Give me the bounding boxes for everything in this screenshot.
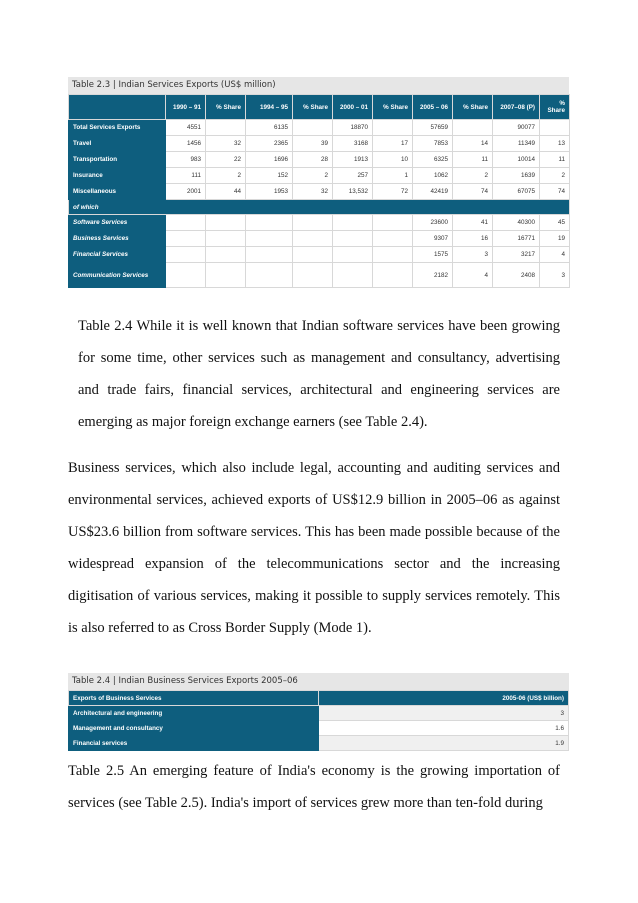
table-row <box>69 152 570 168</box>
table-2-4 <box>68 673 569 751</box>
table-cell: 67075 <box>493 184 540 200</box>
table-2-4-title: Table 2.4 | Indian Business Services Exports 2005–06 <box>68 673 569 690</box>
table-cell: 72 <box>373 184 413 200</box>
paragraph-services-imports: Table 2.5 An emerging feature of India's economy is the growing importation of services (see Table 2.5). India's import of services grew more than ten-fold during <box>68 763 560 811</box>
table-cell: 28 <box>293 152 333 168</box>
column-header: 1994 – 95 <box>246 95 293 120</box>
table-cell <box>373 247 413 263</box>
table-cell: 1456 <box>166 136 206 152</box>
table-cell <box>333 263 373 288</box>
table-cell: 16 <box>453 231 493 247</box>
table-cell: 57659 <box>413 120 453 136</box>
table-cell: 1953 <box>246 184 293 200</box>
table-cell: 13,532 <box>333 184 373 200</box>
table-cell: 41 <box>453 215 493 231</box>
table-cell <box>166 215 206 231</box>
table-cell: 111 <box>166 168 206 184</box>
table-cell: 3 <box>453 247 493 263</box>
table-cell <box>373 120 413 136</box>
table-cell <box>293 247 333 263</box>
table-cell: 3217 <box>493 247 540 263</box>
table-cell: 3 <box>540 263 570 288</box>
table-row <box>69 706 569 721</box>
column-header: % Share <box>540 95 570 120</box>
table-cell <box>206 247 246 263</box>
table-cell <box>293 231 333 247</box>
table-cell: 4 <box>453 263 493 288</box>
table-cell: 17 <box>373 136 413 152</box>
table-cell: 32 <box>206 136 246 152</box>
table-cell <box>206 120 246 136</box>
subheader-label: of which <box>69 200 570 215</box>
table-cell: 13 <box>540 136 570 152</box>
table-cell <box>293 263 333 288</box>
table-cell: 1 <box>373 168 413 184</box>
table-cell <box>246 215 293 231</box>
table-cell <box>246 263 293 288</box>
column-header: % Share <box>453 95 493 120</box>
table-row <box>69 231 570 247</box>
table-cell: 2 <box>293 168 333 184</box>
table-cell: 2182 <box>413 263 453 288</box>
table-cell: 9307 <box>413 231 453 247</box>
table-cell: 2 <box>540 168 570 184</box>
table-cell <box>166 247 206 263</box>
row-label: Financial services <box>69 736 319 751</box>
row-label: Travel <box>69 136 166 152</box>
column-header: 1990 – 91 <box>166 95 206 120</box>
table-cell <box>206 231 246 247</box>
table-cell: 983 <box>166 152 206 168</box>
table-cell <box>333 215 373 231</box>
table-row <box>69 120 570 136</box>
table-cell: 4 <box>540 247 570 263</box>
table-cell: 11 <box>540 152 570 168</box>
column-header: 2000 – 01 <box>333 95 373 120</box>
table-corner <box>69 95 166 120</box>
table-cell <box>166 231 206 247</box>
table-cell <box>333 247 373 263</box>
table-cell: 1639 <box>493 168 540 184</box>
table-cell: 2365 <box>246 136 293 152</box>
table-cell: 1913 <box>333 152 373 168</box>
table-cell: 14 <box>453 136 493 152</box>
table-cell: 1.6 <box>319 721 569 736</box>
column-header: % Share <box>206 95 246 120</box>
table-cell: 11 <box>453 152 493 168</box>
row-label: Miscellaneous <box>69 184 166 200</box>
row-label: Total Services Exports <box>69 120 166 136</box>
table-cell: 10014 <box>493 152 540 168</box>
table-row <box>69 215 570 231</box>
table-cell <box>373 215 413 231</box>
table-cell: 1696 <box>246 152 293 168</box>
table-cell: 74 <box>453 184 493 200</box>
table-cell: 6135 <box>246 120 293 136</box>
column-header: % Share <box>373 95 413 120</box>
table-cell <box>206 215 246 231</box>
table-cell: 16771 <box>493 231 540 247</box>
table-2-3-title: Table 2.3 | Indian Services Exports (US$ million) <box>68 77 569 94</box>
table-cell <box>540 120 570 136</box>
table-2-3-grid <box>68 94 570 288</box>
column-header: 2005 – 06 <box>413 95 453 120</box>
table-cell <box>293 120 333 136</box>
table-cell: 2408 <box>493 263 540 288</box>
table-cell: 2001 <box>166 184 206 200</box>
table-cell: 11349 <box>493 136 540 152</box>
table-cell <box>453 120 493 136</box>
table-row <box>69 168 570 184</box>
table-cell: 7853 <box>413 136 453 152</box>
table-cell: 39 <box>293 136 333 152</box>
row-label: Architectural and engineering <box>69 706 319 721</box>
column-header: % Share <box>293 95 333 120</box>
table-cell: 42419 <box>413 184 453 200</box>
row-label: Financial Services <box>69 247 166 263</box>
table-2-3 <box>68 77 569 288</box>
subheader-row <box>69 200 570 215</box>
table-cell <box>373 231 413 247</box>
table-row <box>69 721 569 736</box>
row-label: Communication Services <box>69 263 166 288</box>
paragraph-business-services: Business services, which also include legal, accounting and auditing services and environmental services, achieved exports of US$12.9 billion in 2005–06 as against US$23.6 billion from software services. This has been made possible because of the widespread expansion of the telecommunications sector and the increasing digitisation of various services, making it possible to supply services remotely. This is also referred to as Cross Border Supply (Mode 1). <box>68 460 560 636</box>
table-cell: 2 <box>206 168 246 184</box>
table-row <box>69 247 570 263</box>
table-cell: 1575 <box>413 247 453 263</box>
row-label: Management and consultancy <box>69 721 319 736</box>
table-cell <box>293 215 333 231</box>
table-cell: 19 <box>540 231 570 247</box>
column-header: 2007–08 (P) <box>493 95 540 120</box>
table-cell <box>246 231 293 247</box>
table-cell: 90077 <box>493 120 540 136</box>
table-cell <box>333 231 373 247</box>
table-row <box>69 136 570 152</box>
table-cell: 44 <box>206 184 246 200</box>
table-cell: 22 <box>206 152 246 168</box>
paragraph-table-2-4-intro: Table 2.4 While it is well known that Indian software services have been growing for some time, other services such as management and consultancy, advertising and trade fairs, financial services, architectural and engineering services are emerging as major foreign exchange earners (see Table 2.4). <box>78 318 560 430</box>
column-header: Exports of Business Services <box>69 691 319 706</box>
table-cell: 3168 <box>333 136 373 152</box>
table-cell: 1.9 <box>319 736 569 751</box>
table-cell: 6325 <box>413 152 453 168</box>
table-cell <box>166 263 206 288</box>
row-label: Business Services <box>69 231 166 247</box>
table-row <box>69 736 569 751</box>
row-label: Insurance <box>69 168 166 184</box>
row-label: Software Services <box>69 215 166 231</box>
table-2-4-grid <box>68 690 569 751</box>
table-cell: 1062 <box>413 168 453 184</box>
table-cell: 10 <box>373 152 413 168</box>
table-cell: 2 <box>453 168 493 184</box>
table-cell: 32 <box>293 184 333 200</box>
table-cell: 257 <box>333 168 373 184</box>
table-cell <box>246 247 293 263</box>
table-cell: 152 <box>246 168 293 184</box>
table-cell: 3 <box>319 706 569 721</box>
table-cell: 18870 <box>333 120 373 136</box>
row-label: Transportation <box>69 152 166 168</box>
table-row <box>69 184 570 200</box>
table-cell: 40300 <box>493 215 540 231</box>
table-cell: 23600 <box>413 215 453 231</box>
table-cell <box>373 263 413 288</box>
table-cell: 74 <box>540 184 570 200</box>
table-row <box>69 263 570 288</box>
column-header: 2005-06 (US$ billion) <box>319 691 569 706</box>
table-cell <box>206 263 246 288</box>
table-cell: 45 <box>540 215 570 231</box>
table-cell: 4551 <box>166 120 206 136</box>
